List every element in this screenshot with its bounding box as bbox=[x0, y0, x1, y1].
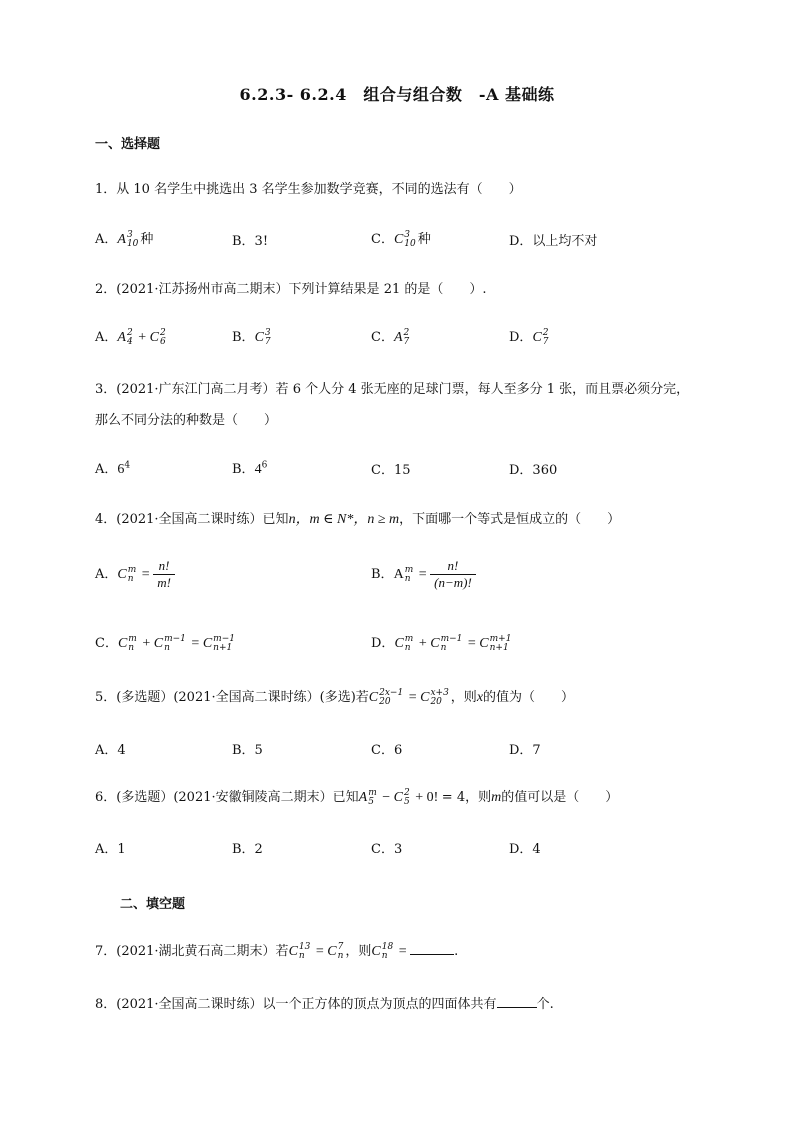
answer-blank[interactable] bbox=[410, 942, 454, 955]
question-3-option-a[interactable] bbox=[95, 458, 130, 478]
stem-suffix: ，下面哪一个等式是恒成立的（ ） bbox=[399, 512, 621, 527]
question-5-option-c[interactable]: C．6 bbox=[371, 743, 403, 758]
option-label: C． bbox=[371, 330, 394, 345]
fraction: $\frac{n!}{m!}$ bbox=[153, 558, 175, 591]
option-label: B． bbox=[232, 462, 255, 477]
option-exponent: 4 bbox=[124, 460, 131, 471]
stem-suffix: 的值可以是（ ） bbox=[501, 790, 619, 805]
question-3-option-b[interactable] bbox=[232, 458, 267, 478]
stem-suffix: 个. bbox=[536, 997, 554, 1012]
question-5-option-b[interactable]: B．5 bbox=[232, 743, 263, 758]
section-heading-choice: 一、选择题 bbox=[95, 137, 161, 152]
question-5-option-a[interactable]: A．4 bbox=[95, 743, 126, 758]
question-2-option-c[interactable]: C．A 2 7 bbox=[371, 327, 410, 347]
option-base: 6 bbox=[117, 462, 125, 477]
option-label: A． bbox=[95, 567, 118, 582]
stem-prefix: 5．(多选题）(2021·全国高二课时练）(多选)若 bbox=[95, 690, 369, 705]
question-4-option-d[interactable]: D．C m n + C m−1 n = C m+1 n+1 bbox=[371, 633, 512, 653]
option-label: C． bbox=[95, 636, 118, 651]
question-4-option-c[interactable]: C．C m n + C m−1 n = C m−1 n+1 bbox=[95, 633, 235, 653]
stem-prefix: 4．(2021·全国高二课时练）已知 bbox=[95, 512, 289, 527]
question-2-option-b[interactable]: B．C 3 7 bbox=[232, 327, 271, 347]
stem-prefix: 7．(2021·湖北黄石高二期末）若 bbox=[95, 944, 289, 959]
stem-variable: x bbox=[476, 690, 484, 705]
option-suffix: 种 bbox=[140, 232, 154, 247]
option-label: A． bbox=[95, 232, 118, 247]
question-5-option-d[interactable]: D．7 bbox=[509, 743, 541, 758]
question-3-stem-line-2: 那么不同分法的种数是（ ） bbox=[95, 413, 278, 428]
question-3-stem-line-1: 3．(2021·广东江门高二月考）若 6 个人分 4 张无座的足球门票，每人至多分 1 张，而且票必须分完， bbox=[95, 382, 690, 397]
stem-condition: n，m ∈ N*，n ≥ m bbox=[288, 512, 400, 527]
question-3-option-d[interactable]: D．360 bbox=[509, 463, 558, 478]
option-label: A． bbox=[95, 330, 118, 345]
stem-prefix: 8．(2021·全国高二课时练）以一个正方体的顶点为顶点的四面体共有 bbox=[95, 997, 497, 1012]
question-6-option-d[interactable]: D．4 bbox=[509, 842, 541, 857]
option-exponent: 6 bbox=[261, 460, 268, 471]
question-1-option-c[interactable]: C．C 3 10 种 bbox=[371, 229, 431, 249]
fraction: $\frac{n!}{(n-m)!}$ bbox=[430, 558, 476, 591]
question-7-stem: 7．(2021·湖北黄石高二期末）若C 13 n = C 7 n ，则C 18 n = . bbox=[95, 941, 459, 961]
option-label: C． bbox=[371, 232, 394, 247]
option-base: 4 bbox=[254, 462, 262, 477]
stem-suffix: . bbox=[454, 944, 459, 959]
question-6-option-c[interactable]: C．3 bbox=[371, 842, 403, 857]
stem-prefix: 6．(多选题）(2021·安徽铜陵高二期末）已知 bbox=[95, 790, 359, 805]
stem-variable: m bbox=[491, 790, 502, 805]
question-2-stem: 2．(2021·江苏扬州市高二期末）下列计算结果是 21 的是（ ）. bbox=[95, 282, 487, 297]
question-2-option-a[interactable]: A．A 2 4 + C 2 6 bbox=[95, 327, 166, 347]
question-4-option-b[interactable]: B．A m n = $\frac{n!}{(n-m)!}$ bbox=[371, 558, 476, 591]
question-1-stem: 1．从 10 名学生中挑选出 3 名学生参加数学竞赛，不同的选法有（ ） bbox=[95, 182, 522, 197]
question-8-stem bbox=[95, 993, 554, 1012]
option-label: B． bbox=[232, 330, 255, 345]
question-6-stem: 6．(多选题）(2021·安徽铜陵高二期末）已知A m 5 − C 2 5 + 0! = 4，则m的值可以是（ ） bbox=[95, 787, 619, 807]
question-2-option-d[interactable]: D．C 2 7 bbox=[509, 327, 549, 347]
question-6-option-a[interactable]: A．1 bbox=[95, 842, 126, 857]
option-label: D． bbox=[509, 330, 533, 345]
section-heading-fill-in: 二、填空题 bbox=[120, 897, 186, 912]
option-label: D． bbox=[371, 636, 395, 651]
stem-middle: = 4，则 bbox=[441, 790, 492, 805]
question-1-option-b[interactable]: B．3! bbox=[232, 234, 269, 249]
page-title: 6.2.3- 6.2.4 组合与组合数 -A 基础练 bbox=[239, 85, 555, 104]
question-3-option-c[interactable]: C．15 bbox=[371, 463, 411, 478]
question-1-option-d[interactable]: D．以上均不对 bbox=[509, 234, 598, 249]
stem-middle: ，则 bbox=[345, 944, 372, 959]
option-label: B． bbox=[371, 567, 394, 582]
question-4-option-a[interactable]: A．C m n = $\frac{n!}{m!}$ bbox=[95, 558, 175, 591]
question-5-stem: 5．(多选题）(2021·全国高二课时练）(多选)若C 2x−1 20 = C x+3 20 ，则x的值为（ ） bbox=[95, 687, 575, 707]
question-1-option-a[interactable]: A．A 3 10 种 bbox=[95, 229, 154, 249]
question-6-option-b[interactable]: B．2 bbox=[232, 842, 263, 857]
option-suffix: 种 bbox=[417, 232, 431, 247]
stem-suffix: 的值为（ ） bbox=[483, 690, 575, 705]
question-4-stem bbox=[95, 508, 620, 528]
option-label: A． bbox=[95, 462, 118, 477]
stem-middle: ，则 bbox=[450, 690, 477, 705]
answer-blank[interactable] bbox=[497, 995, 537, 1008]
